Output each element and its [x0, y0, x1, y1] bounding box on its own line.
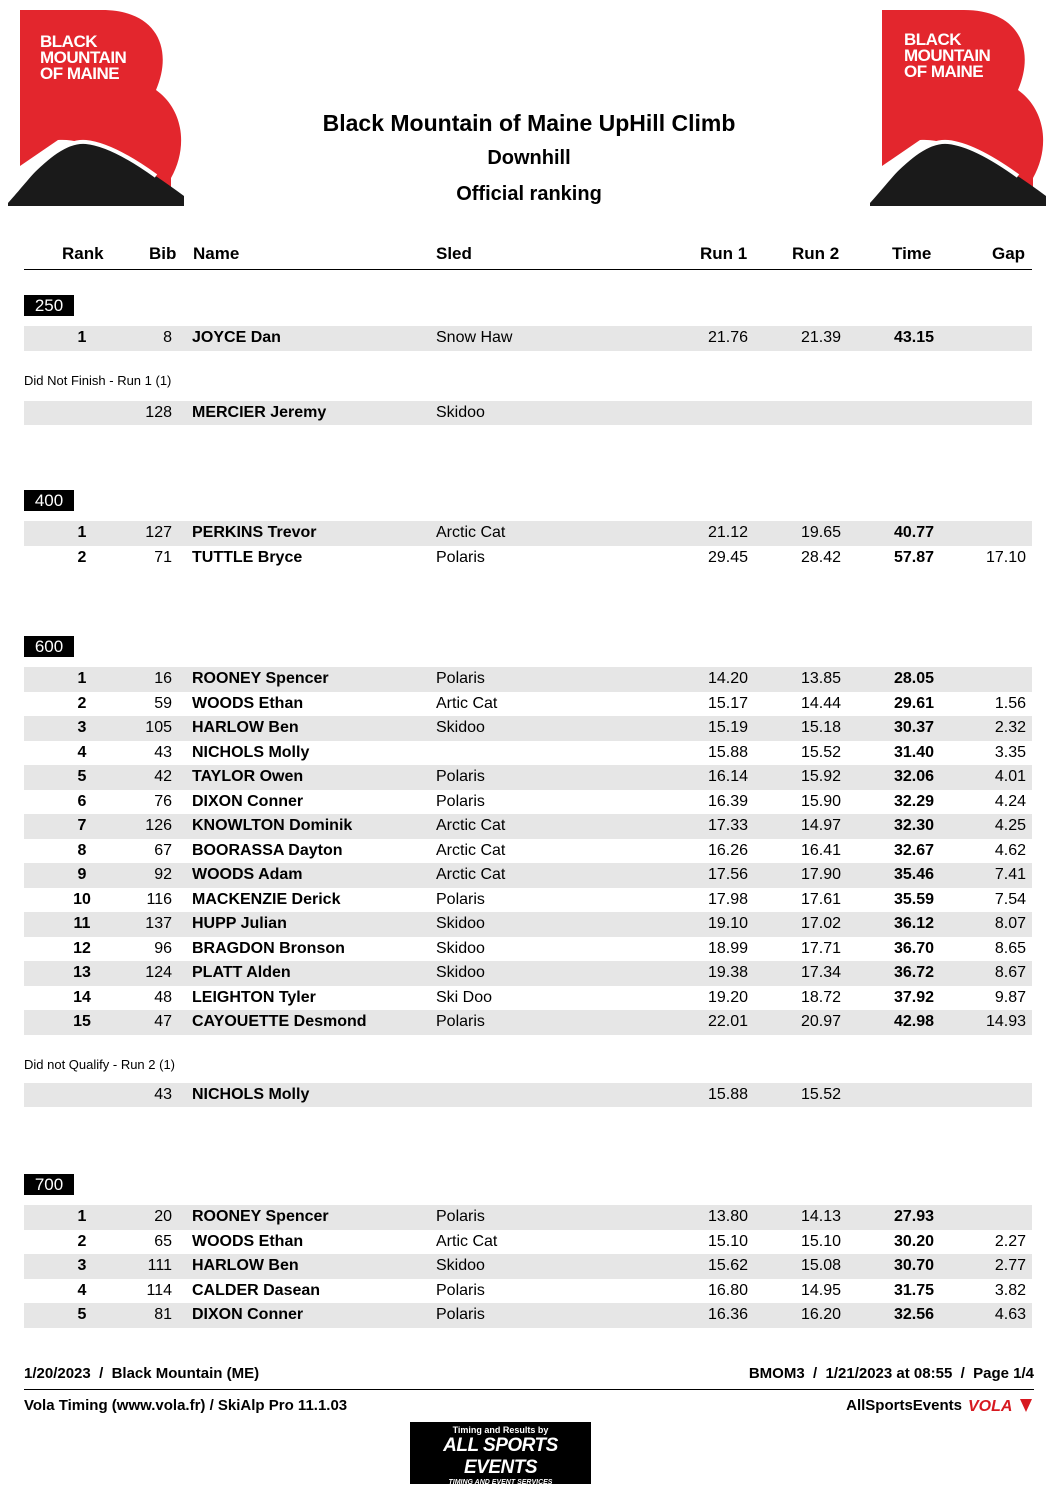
ranking-type: Official ranking	[456, 183, 602, 205]
logo-text: BLACK MOUNTAIN OF MAINE	[40, 32, 127, 83]
category-section-600	[24, 636, 1032, 1107]
race-discipline: Downhill	[487, 147, 571, 169]
footer-credits-row	[24, 1396, 1034, 1418]
col-gap: Gap	[992, 244, 1026, 263]
table-row: 12 96 BRAGDON Bronson Skidoo 18.99 17.71 36.70 8.65	[73, 939, 1026, 957]
status-label: Did not Qualify - Run 2 (1)	[24, 1056, 176, 1072]
table-row: 9 92 WOODS Adam Arctic Cat 17.56 17.90 35.46 7.41	[24, 863, 1032, 888]
column-header-row	[24, 240, 1032, 270]
col-rank: Rank	[62, 244, 104, 263]
vola-logo	[968, 1396, 1034, 1416]
col-run1: Run 1	[700, 244, 748, 263]
table-row: 1 20 ROONEY Spencer Polaris 13.80 14.13 27.93	[24, 1205, 1032, 1230]
table-row: 11 137 HUPP Julian Skidoo 19.10 17.02 36.12 8.07	[24, 912, 1032, 937]
table-row: 3 105 HARLOW Ben Skidoo 15.19 15.18 30.37 2.32	[24, 716, 1032, 741]
table-row: 4 114 CALDER Dasean Polaris 16.80 14.95 31.75 3.82	[77, 1281, 1026, 1299]
sponsor-name: ALL SPORTS EVENTS	[443, 1435, 558, 1478]
table-row: 1 127 PERKINS Trevor Arctic Cat 21.12 19.65 40.77	[24, 521, 1032, 546]
category-section-400	[24, 490, 1032, 570]
event-title: Black Mountain of Maine UpHill Climb	[322, 110, 736, 136]
category-badge: 700	[24, 1174, 74, 1195]
all-sports-events-banner	[410, 1422, 591, 1495]
vola-logo-icon	[968, 1396, 1034, 1416]
category-section-250	[24, 295, 1032, 425]
table-row: 6 76 DIXON Conner Polaris 16.39 15.90 32.29 4.24	[77, 792, 1026, 810]
table-row: 1 8 JOYCE Dan Snow Haw 21.76 21.39 43.15	[24, 326, 1032, 351]
sponsor-services: TIMING AND EVENT SERVICES	[448, 1479, 553, 1486]
table-row: 13 124 PLATT Alden Skidoo 19.38 17.34 36.72 8.67	[24, 961, 1032, 986]
sponsor-url: www.allsportsevents.com	[451, 1486, 550, 1495]
category-badge: 250	[24, 295, 74, 316]
status-label: Did Not Finish - Run 1 (1)	[24, 372, 172, 388]
category-badge: 400	[24, 490, 74, 511]
table-row: 5 81 DIXON Conner Polaris 16.36 16.20 32.56 4.63	[24, 1303, 1032, 1328]
footer-code-page: BMOM3 / 1/21/2023 at 08:55 / Page 1/4	[748, 1365, 1034, 1382]
table-row: 5 42 TAYLOR Owen Polaris 16.14 15.92 32.06 4.01	[24, 765, 1032, 790]
document-header	[0, 106, 1058, 212]
footer-organizer: AllSportsEvents	[846, 1397, 962, 1414]
table-row: 43 NICHOLS Molly 15.88 15.52	[24, 1083, 1032, 1108]
footer-software: Vola Timing (www.vola.fr) / SkiAlp Pro 11.1.03	[24, 1397, 348, 1414]
category-badge: 600	[24, 636, 74, 657]
table-row: 8 67 BOORASSA Dayton Arctic Cat 16.26 16.41 32.67 4.62	[77, 841, 1026, 859]
footer-info-row	[24, 1362, 1034, 1390]
col-sled: Sled	[436, 244, 472, 263]
table-row: 15 47 CAYOUETTE Desmond Polaris 22.01 20.97 42.98 14.93	[24, 1010, 1032, 1035]
sponsor-tagline: Timing and Results by	[452, 1425, 549, 1435]
logo-text: BLACK MOUNTAIN OF MAINE	[904, 30, 991, 81]
footer-date-location: 1/20/2023 / Black Mountain (ME)	[24, 1365, 260, 1382]
col-bib: Bib	[149, 244, 177, 263]
table-row: 128 MERCIER Jeremy Skidoo	[24, 401, 1032, 426]
table-row: 2 59 WOODS Ethan Artic Cat 15.17 14.44 29.61 1.56	[77, 694, 1026, 712]
col-name: Name	[193, 244, 240, 263]
category-section-700	[24, 1174, 1032, 1328]
table-row: 2 65 WOODS Ethan Artic Cat 15.10 15.10 30.20 2.27	[77, 1232, 1026, 1250]
col-time: Time	[892, 244, 932, 263]
table-row: 1 16 ROONEY Spencer Polaris 14.20 13.85 28.05	[24, 667, 1032, 692]
svg-text:VOLA: VOLA	[968, 1398, 1013, 1415]
table-row: 2 71 TUTTLE Bryce Polaris 29.45 28.42 57.87 17.10	[77, 548, 1026, 566]
table-row: 10 116 MACKENZIE Derick Polaris 17.98 17.61 35.59 7.54	[73, 890, 1026, 908]
table-row: 14 48 LEIGHTON Tyler Ski Doo 19.20 18.72 37.92 9.87	[73, 988, 1026, 1006]
table-row: 4 43 NICHOLS Molly 15.88 15.52 31.40 3.35	[77, 743, 1026, 761]
table-row: 3 111 HARLOW Ben Skidoo 15.62 15.08 30.70 2.77	[24, 1254, 1032, 1279]
table-row: 7 126 KNOWLTON Dominik Arctic Cat 17.33 14.97 32.30 4.25	[24, 814, 1032, 839]
col-run2: Run 2	[792, 244, 840, 263]
